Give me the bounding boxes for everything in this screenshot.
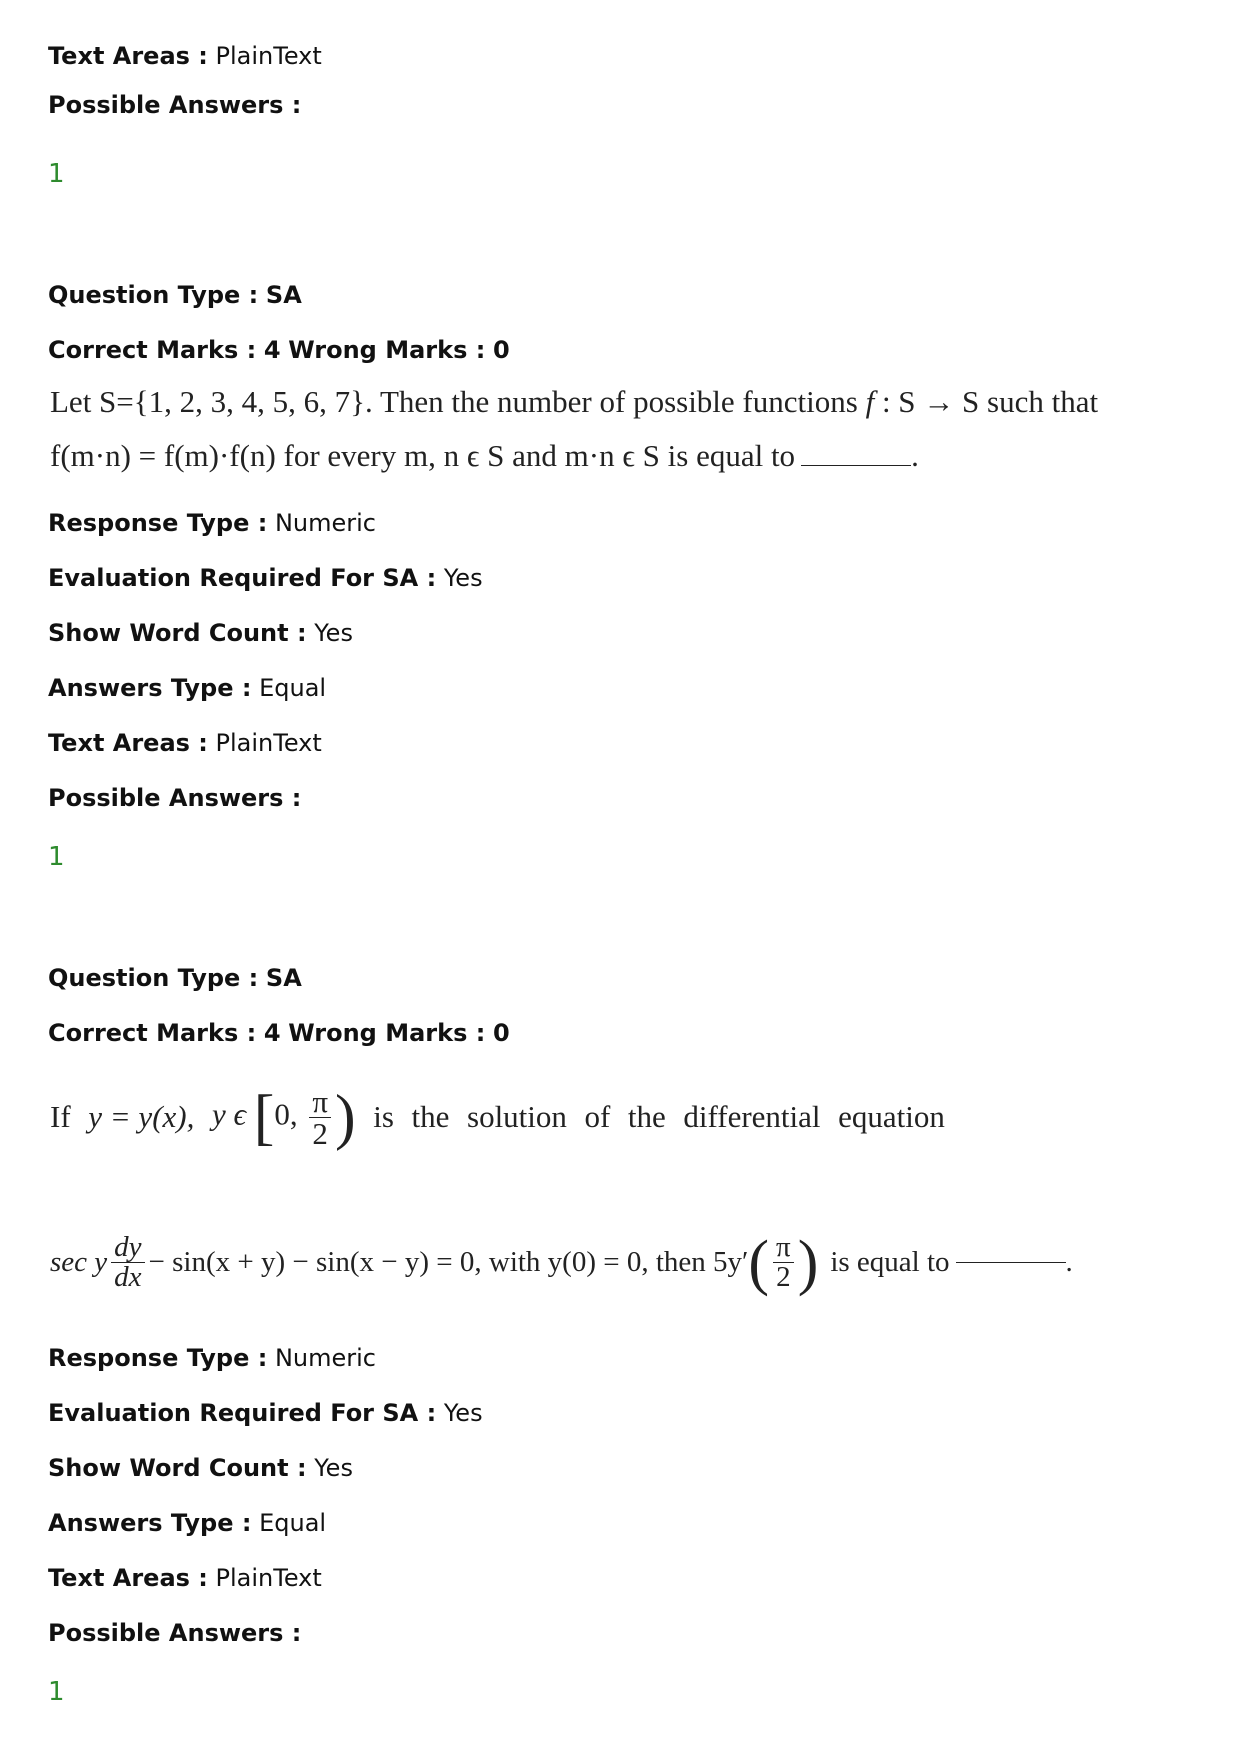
q1-evaluation-row — [48, 563, 483, 593]
correct-marks-value: 4 — [263, 336, 281, 364]
q2-equal-to: is equal to — [830, 1246, 950, 1278]
q2-zero: 0, — [274, 1096, 298, 1132]
question-type-label: Question Type : — [48, 964, 259, 992]
q1-question-text-line2 — [50, 438, 919, 474]
q1-question-type-row — [48, 280, 302, 310]
response-type-value: Numeric — [274, 1344, 376, 1372]
frac-numerator: π — [773, 1233, 794, 1263]
q2-paren-close: ) — [335, 1083, 356, 1151]
q2-word-count-row — [48, 1453, 353, 1483]
q1-marks-row — [48, 335, 510, 365]
frac-denominator: 2 — [776, 1261, 791, 1293]
question-type-value: SA — [265, 964, 302, 992]
q1-response-type-row — [48, 508, 376, 538]
q2-word-the: the — [411, 1099, 450, 1134]
correct-marks-label: Correct Marks : — [48, 1019, 257, 1047]
q2-word-solution: solution — [467, 1099, 567, 1134]
possible-answers-label: Possible Answers : — [48, 784, 302, 812]
evaluation-required-value: Yes — [443, 564, 483, 592]
frac-numerator: π — [309, 1086, 331, 1118]
q1-line2-text: f(m·n) = f(m)·f(n) for every m, n ϵ S and m·n ϵ S is equal to — [50, 438, 796, 473]
frac-denominator: 2 — [312, 1115, 328, 1151]
show-word-count-label: Show Word Count : — [48, 619, 307, 647]
question-type-label: Question Type : — [48, 281, 259, 309]
q1-question-text-line1 — [50, 384, 1098, 420]
show-word-count-value: Yes — [314, 619, 353, 647]
q2-question-type-row — [48, 963, 302, 993]
q1-line1-prefix: Let S={1, 2, 3, 4, 5, 6, 7}. Then the number of possible functions — [50, 384, 858, 419]
answer-blank — [956, 1262, 1066, 1263]
q2-eq-y: y = y(x), — [88, 1099, 195, 1134]
possible-answers-label: Possible Answers : — [48, 91, 302, 119]
text-areas-value: PlainText — [215, 42, 322, 70]
wrong-marks-value: 0 — [492, 1019, 510, 1047]
show-word-count-value: Yes — [314, 1454, 353, 1482]
correct-marks-label: Correct Marks : — [48, 336, 257, 364]
q2-word-differential: differential — [683, 1099, 821, 1134]
q2-response-type-row — [48, 1343, 376, 1373]
q2-possible-answer-value: 1 — [48, 1677, 65, 1707]
wrong-marks-label: Wrong Marks : — [288, 1019, 486, 1047]
q2-marks-row — [48, 1018, 510, 1048]
text-areas-label: Text Areas : — [48, 42, 208, 70]
frac-numerator: dy — [111, 1233, 144, 1263]
answer-blank — [801, 465, 911, 466]
wrong-marks-value: 0 — [492, 336, 510, 364]
show-word-count-label: Show Word Count : — [48, 1454, 307, 1482]
text-areas-label: Text Areas : — [48, 729, 208, 757]
question-type-value: SA — [265, 281, 302, 309]
response-type-value: Numeric — [274, 509, 376, 537]
q2-word-of: of — [584, 1099, 611, 1134]
answers-type-value: Equal — [259, 1509, 327, 1537]
evaluation-required-label: Evaluation Required For SA : — [48, 1399, 437, 1427]
text-areas-label: Text Areas : — [48, 1564, 208, 1592]
frac-denominator: dx — [114, 1261, 142, 1293]
q2-paren-close-b: ) — [797, 1228, 819, 1297]
q2-pi-over-2 — [309, 1083, 331, 1151]
top-text-areas-row — [48, 41, 322, 71]
answers-type-label: Answers Type : — [48, 1509, 252, 1537]
evaluation-required-label: Evaluation Required For SA : — [48, 564, 437, 592]
q2-bracket-open: [ — [253, 1083, 275, 1151]
q2-word-if: If — [50, 1099, 71, 1134]
top-possible-answer-value: 1 — [48, 159, 65, 189]
correct-marks-value: 4 — [263, 1019, 281, 1047]
q1-possible-answer-value: 1 — [48, 842, 65, 872]
q1-word-count-row — [48, 618, 353, 648]
response-type-label: Response Type : — [48, 509, 268, 537]
text-areas-value: PlainText — [215, 729, 322, 757]
evaluation-required-value: Yes — [443, 1399, 483, 1427]
q2-evaluation-row — [48, 1398, 483, 1428]
q2-line2-end: . — [1065, 1246, 1073, 1278]
top-possible-answers-row — [48, 90, 301, 120]
q2-pi-over-2-b — [773, 1233, 794, 1292]
q1-text-areas-row — [48, 728, 322, 758]
q2-word-is: is — [373, 1099, 394, 1134]
q2-question-text-line1 — [50, 1072, 945, 1162]
q2-interval — [211, 1083, 356, 1151]
q2-sec-y: sec y — [50, 1246, 108, 1278]
answers-type-value: Equal — [259, 674, 327, 702]
q2-answers-type-row — [48, 1508, 326, 1538]
answers-type-label: Answers Type : — [48, 674, 252, 702]
q2-word-equation: equation — [838, 1099, 945, 1134]
q2-y-in: y ϵ — [211, 1096, 246, 1132]
q2-equation-middle: − sin(x + y) − sin(x − y) = 0, with y(0) = 0, then 5y′ — [148, 1246, 749, 1278]
q1-answers-type-row — [48, 673, 326, 703]
q2-paren-open: ( — [748, 1228, 770, 1297]
q2-dy-dx — [111, 1233, 144, 1292]
possible-answers-label: Possible Answers : — [48, 1619, 302, 1647]
q2-text-areas-row — [48, 1563, 322, 1593]
q1-line1-suffix: : S → S such that — [881, 384, 1099, 419]
q2-question-text-line2 — [50, 1215, 1073, 1310]
q1-line1-f: f — [865, 384, 875, 419]
wrong-marks-label: Wrong Marks : — [288, 336, 486, 364]
q1-line2-end: . — [911, 438, 919, 473]
text-areas-value: PlainText — [215, 1564, 322, 1592]
q2-word-the-2: the — [627, 1099, 666, 1134]
response-type-label: Response Type : — [48, 1344, 268, 1372]
q1-possible-answers-row — [48, 783, 301, 813]
q2-possible-answers-row — [48, 1618, 301, 1648]
